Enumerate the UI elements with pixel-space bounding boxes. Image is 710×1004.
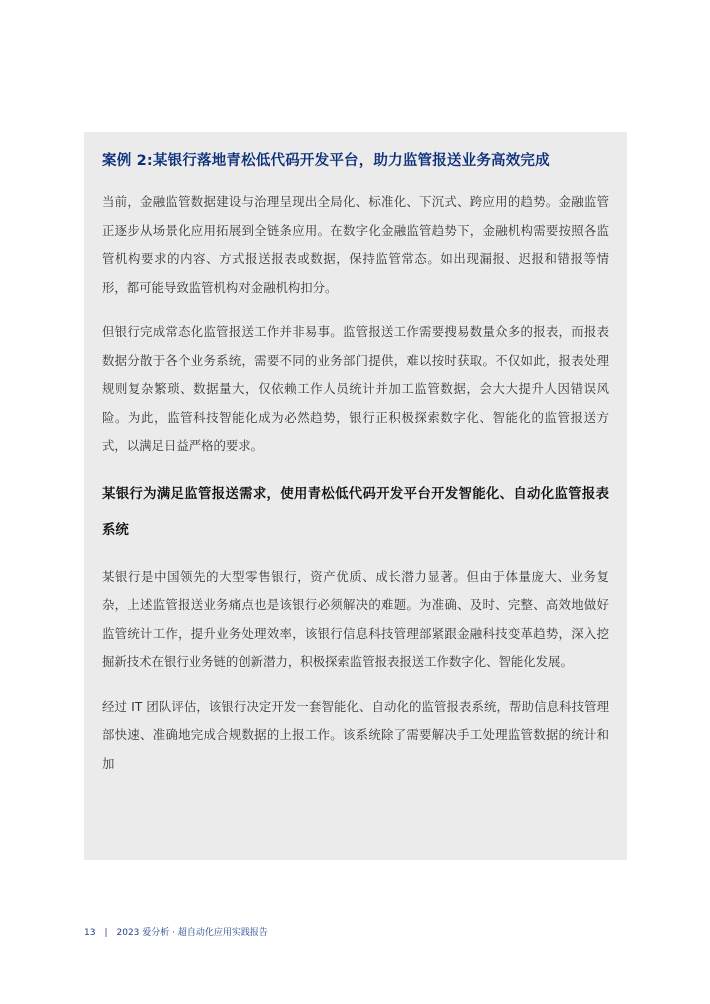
page-footer (84, 925, 268, 938)
case-title: 案例 2:某银行落地青松低代码开发平台，助力监管报送业务高效完成 (102, 153, 550, 169)
paragraph-3: 某银行是中国领先的大型零售银行，资产优质、成长潜力显著。但由于体量庞大、业务复杂，上述监管报送业务痛点也是该银行必须解决的难题。为准确、及时、完整、高效地做好监管统计工作，提升业务处理效率，该银行信息科技管理部紧跟金融科技变革趋势，深入挖掘新技术在银行业务链的创新潜力，积极探索监管报表报送工作数字化、智能化发展。 (102, 568, 609, 669)
case-study-box (84, 132, 627, 860)
paragraph-1: 当前，金融监管数据建设与治理呈现出全局化、标准化、下沉式、跨应用的趋势。金融监管正逐步从场景化应用拓展到全链条应用。在数字化金融监管趋势下，金融机构需要按照各监管机构要求的内容、方式报送报表或数据，保持监管常态。如出现漏报、迟报和错报等情形，都可能导致监管机构对金融机构扣分。 (102, 194, 609, 295)
page-number: 13 (84, 928, 96, 938)
paragraph-4: 经过 IT 团队评估，该银行决定开发一套智能化、自动化的监管报表系统，帮助信息科技管理部快速、准确地完成合规数据的上报工作。该系统除了需要解决手工处理监管数据的统计和加 (102, 698, 609, 771)
report-title: 2023 爱分析 · 超自动化应用实践报告 (116, 928, 268, 938)
paragraph-2: 但银行完成常态化监管报送工作并非易事。监管报送工作需要搜易数量众多的报表，而报表数据分散于各个业务系统，需要不同的业务部门提供，难以按时获取。不仅如此，报表处理规则复杂繁琐、数据量大，仅依赖工作人员统计并加工监管数据，会大大提升人因错误风险。为此，监管科技智能化成为必然趋势，银行正积极探索数字化、智能化的监管报送方式，以满足日益严格的要求。 (102, 324, 609, 453)
section-subheading: 某银行为满足监管报送需求，使用青松低代码开发平台开发智能化、自动化监管报表系统 (102, 486, 609, 538)
footer-separator: | (104, 928, 108, 938)
